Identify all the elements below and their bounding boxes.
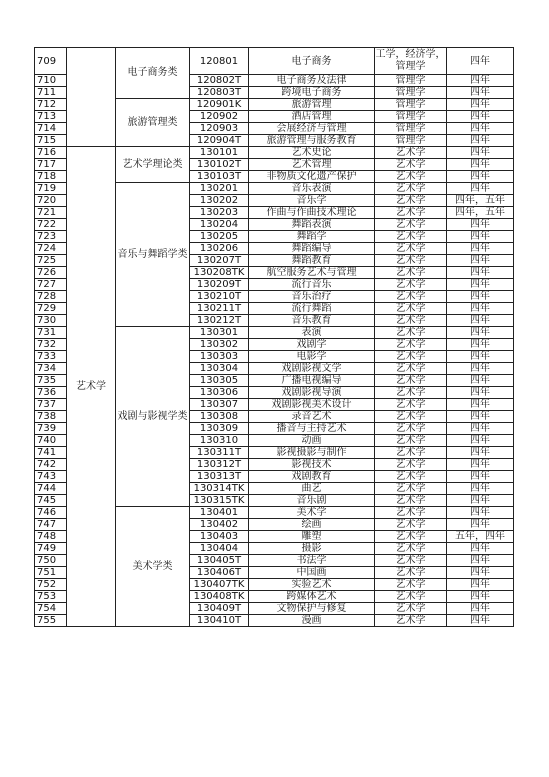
degree-type: 艺术学	[375, 279, 447, 291]
row-number: 716	[35, 147, 67, 159]
degree-type: 艺术学	[375, 543, 447, 555]
study-years: 四年	[447, 519, 514, 531]
major-code: 130102T	[190, 159, 249, 171]
degree-type: 艺术学	[375, 315, 447, 327]
degree-type: 艺术学	[375, 567, 447, 579]
row-number: 737	[35, 399, 67, 411]
major-code: 130402	[190, 519, 249, 531]
major-code: 130205	[190, 231, 249, 243]
degree-type: 管理学	[375, 75, 447, 87]
row-number: 710	[35, 75, 67, 87]
degree-type: 艺术学	[375, 507, 447, 519]
major-name: 漫画	[249, 615, 375, 627]
study-years: 四年	[447, 123, 514, 135]
study-years: 四年	[447, 351, 514, 363]
major-code: 130409T	[190, 603, 249, 615]
major-name: 戏剧影视美术设计	[249, 399, 375, 411]
study-years: 四年	[447, 111, 514, 123]
major-name: 录音艺术	[249, 411, 375, 423]
category-cell: 艺术学理论类	[116, 147, 190, 183]
degree-type: 艺术学	[375, 207, 447, 219]
degree-type: 艺术学	[375, 459, 447, 471]
row-number: 725	[35, 255, 67, 267]
study-years: 四年	[447, 591, 514, 603]
study-years: 四年	[447, 447, 514, 459]
major-name: 跨境电子商务	[249, 87, 375, 99]
degree-type: 艺术学	[375, 255, 447, 267]
study-years: 四年	[447, 48, 514, 75]
major-name: 影视技术	[249, 459, 375, 471]
major-name: 广播电视编导	[249, 375, 375, 387]
major-name: 作曲与作曲技术理论	[249, 207, 375, 219]
row-number: 735	[35, 375, 67, 387]
row-number: 709	[35, 48, 67, 75]
study-years: 四年	[447, 555, 514, 567]
row-number: 742	[35, 459, 67, 471]
major-code: 130304	[190, 363, 249, 375]
major-name: 流行音乐	[249, 279, 375, 291]
degree-type: 艺术学	[375, 231, 447, 243]
study-years: 四年	[447, 327, 514, 339]
row-number: 751	[35, 567, 67, 579]
major-code: 130403	[190, 531, 249, 543]
row-number: 741	[35, 447, 67, 459]
degree-type: 艺术学	[375, 351, 447, 363]
row-number: 732	[35, 339, 67, 351]
major-code: 130103T	[190, 171, 249, 183]
row-number: 745	[35, 495, 67, 507]
degree-type: 艺术学	[375, 615, 447, 627]
degree-type: 艺术学	[375, 435, 447, 447]
major-code: 130313T	[190, 471, 249, 483]
major-code: 130209T	[190, 279, 249, 291]
degree-type: 工学，经济学，管理学	[375, 48, 447, 75]
major-name: 电影学	[249, 351, 375, 363]
degree-type: 艺术学	[375, 387, 447, 399]
row-number: 748	[35, 531, 67, 543]
study-years: 四年，五年	[447, 207, 514, 219]
major-name: 动画	[249, 435, 375, 447]
discipline-cell: 艺术学	[67, 147, 116, 627]
major-name: 表演	[249, 327, 375, 339]
row-number: 744	[35, 483, 67, 495]
row-number: 743	[35, 471, 67, 483]
study-years: 四年	[447, 99, 514, 111]
row-number: 746	[35, 507, 67, 519]
major-code: 130410T	[190, 615, 249, 627]
study-years: 四年	[447, 219, 514, 231]
study-years: 四年	[447, 387, 514, 399]
major-code: 120904T	[190, 135, 249, 147]
degree-type: 艺术学	[375, 327, 447, 339]
row-number: 731	[35, 327, 67, 339]
major-code: 130307	[190, 399, 249, 411]
study-years: 四年	[447, 411, 514, 423]
major-code: 130101	[190, 147, 249, 159]
study-years: 四年	[447, 231, 514, 243]
study-years: 四年	[447, 375, 514, 387]
major-name: 雕塑	[249, 531, 375, 543]
degree-type: 艺术学	[375, 447, 447, 459]
major-name: 戏剧影视导演	[249, 387, 375, 399]
major-code: 130302	[190, 339, 249, 351]
row-number: 753	[35, 591, 67, 603]
row-number: 712	[35, 99, 67, 111]
category-cell: 音乐与舞蹈学类	[116, 183, 190, 327]
degree-type: 艺术学	[375, 219, 447, 231]
row-number: 720	[35, 195, 67, 207]
study-years: 四年	[447, 315, 514, 327]
study-years: 四年	[447, 471, 514, 483]
major-code: 130206	[190, 243, 249, 255]
degree-type: 艺术学	[375, 495, 447, 507]
major-code: 130211T	[190, 303, 249, 315]
major-name: 舞蹈教育	[249, 255, 375, 267]
row-number: 754	[35, 603, 67, 615]
major-name: 音乐治疗	[249, 291, 375, 303]
study-years: 四年	[447, 363, 514, 375]
major-code: 130210T	[190, 291, 249, 303]
major-code: 120802T	[190, 75, 249, 87]
major-name: 流行舞蹈	[249, 303, 375, 315]
major-name: 跨媒体艺术	[249, 591, 375, 603]
discipline-cell	[67, 48, 116, 147]
major-code: 130407TK	[190, 579, 249, 591]
degree-type: 管理学	[375, 87, 447, 99]
major-name: 音乐学	[249, 195, 375, 207]
row-number: 715	[35, 135, 67, 147]
major-name: 摄影	[249, 543, 375, 555]
study-years: 四年	[447, 243, 514, 255]
row-number: 733	[35, 351, 67, 363]
major-name: 戏剧影视文学	[249, 363, 375, 375]
row-number: 711	[35, 87, 67, 99]
major-code: 130208TK	[190, 267, 249, 279]
major-code: 130312T	[190, 459, 249, 471]
major-name: 音乐表演	[249, 183, 375, 195]
major-name: 曲艺	[249, 483, 375, 495]
major-name: 电子商务	[249, 48, 375, 75]
major-name: 舞蹈编导	[249, 243, 375, 255]
row-number: 714	[35, 123, 67, 135]
major-name: 中国画	[249, 567, 375, 579]
table-row	[35, 48, 514, 75]
degree-type: 艺术学	[375, 363, 447, 375]
degree-type: 艺术学	[375, 243, 447, 255]
study-years: 四年	[447, 75, 514, 87]
major-catalog-table	[34, 47, 514, 627]
major-name: 实验艺术	[249, 579, 375, 591]
major-name: 文物保护与修复	[249, 603, 375, 615]
major-name: 舞蹈表演	[249, 219, 375, 231]
major-code: 130310	[190, 435, 249, 447]
degree-type: 艺术学	[375, 531, 447, 543]
major-code: 120902	[190, 111, 249, 123]
major-name: 美术学	[249, 507, 375, 519]
degree-type: 艺术学	[375, 303, 447, 315]
major-name: 艺术史论	[249, 147, 375, 159]
row-number: 722	[35, 219, 67, 231]
major-name: 旅游管理与服务教育	[249, 135, 375, 147]
major-name: 播音与主持艺术	[249, 423, 375, 435]
category-cell: 电子商务类	[116, 48, 190, 99]
degree-type: 管理学	[375, 111, 447, 123]
major-name: 航空服务艺术与管理	[249, 267, 375, 279]
major-name: 音乐剧	[249, 495, 375, 507]
study-years: 四年	[447, 459, 514, 471]
degree-type: 艺术学	[375, 471, 447, 483]
row-number: 749	[35, 543, 67, 555]
row-number: 750	[35, 555, 67, 567]
study-years: 四年	[447, 183, 514, 195]
row-number: 730	[35, 315, 67, 327]
study-years: 四年	[447, 435, 514, 447]
row-number: 736	[35, 387, 67, 399]
study-years: 四年	[447, 147, 514, 159]
degree-type: 艺术学	[375, 411, 447, 423]
study-years: 四年	[447, 423, 514, 435]
major-name: 旅游管理	[249, 99, 375, 111]
major-code: 120801	[190, 48, 249, 75]
major-code: 130401	[190, 507, 249, 519]
category-cell: 戏剧与影视学类	[116, 327, 190, 507]
row-number: 721	[35, 207, 67, 219]
major-name: 电子商务及法律	[249, 75, 375, 87]
study-years: 四年	[447, 507, 514, 519]
major-code: 130315TK	[190, 495, 249, 507]
study-years: 四年，五年	[447, 195, 514, 207]
row-number: 717	[35, 159, 67, 171]
degree-type: 艺术学	[375, 399, 447, 411]
row-number: 740	[35, 435, 67, 447]
table-row	[35, 147, 514, 159]
study-years: 四年	[447, 255, 514, 267]
row-number: 734	[35, 363, 67, 375]
major-name: 戏剧学	[249, 339, 375, 351]
major-name: 非物质文化遗产保护	[249, 171, 375, 183]
study-years: 四年	[447, 267, 514, 279]
row-number: 718	[35, 171, 67, 183]
major-code: 130203	[190, 207, 249, 219]
major-code: 130303	[190, 351, 249, 363]
row-number: 738	[35, 411, 67, 423]
row-number: 724	[35, 243, 67, 255]
row-number: 727	[35, 279, 67, 291]
category-cell: 旅游管理类	[116, 99, 190, 147]
degree-type: 管理学	[375, 99, 447, 111]
degree-type: 艺术学	[375, 159, 447, 171]
major-code: 130404	[190, 543, 249, 555]
degree-type: 艺术学	[375, 291, 447, 303]
major-name: 音乐教育	[249, 315, 375, 327]
row-number: 726	[35, 267, 67, 279]
degree-type: 艺术学	[375, 555, 447, 567]
row-number: 752	[35, 579, 67, 591]
major-name: 会展经济与管理	[249, 123, 375, 135]
study-years: 四年	[447, 495, 514, 507]
row-number: 747	[35, 519, 67, 531]
degree-type: 艺术学	[375, 267, 447, 279]
major-code: 120903	[190, 123, 249, 135]
study-years: 四年	[447, 603, 514, 615]
major-code: 130306	[190, 387, 249, 399]
study-years: 四年	[447, 567, 514, 579]
degree-type: 艺术学	[375, 375, 447, 387]
row-number: 713	[35, 111, 67, 123]
study-years: 四年	[447, 291, 514, 303]
major-code: 130405T	[190, 555, 249, 567]
study-years: 四年	[447, 279, 514, 291]
degree-type: 艺术学	[375, 339, 447, 351]
degree-type: 艺术学	[375, 147, 447, 159]
study-years: 四年	[447, 339, 514, 351]
study-years: 四年	[447, 171, 514, 183]
study-years: 四年	[447, 135, 514, 147]
major-code: 130406T	[190, 567, 249, 579]
major-code: 120901K	[190, 99, 249, 111]
row-number: 719	[35, 183, 67, 195]
major-code: 130212T	[190, 315, 249, 327]
degree-type: 管理学	[375, 123, 447, 135]
study-years: 四年	[447, 579, 514, 591]
row-number: 739	[35, 423, 67, 435]
row-number: 729	[35, 303, 67, 315]
major-code: 130207T	[190, 255, 249, 267]
table-body	[35, 48, 514, 627]
major-name: 书法学	[249, 555, 375, 567]
study-years: 四年	[447, 615, 514, 627]
major-code: 130202	[190, 195, 249, 207]
study-years: 四年	[447, 87, 514, 99]
major-name: 绘画	[249, 519, 375, 531]
degree-type: 艺术学	[375, 519, 447, 531]
study-years: 四年	[447, 483, 514, 495]
degree-type: 艺术学	[375, 591, 447, 603]
major-name: 影视摄影与制作	[249, 447, 375, 459]
major-name: 戏剧教育	[249, 471, 375, 483]
row-number: 755	[35, 615, 67, 627]
degree-type: 艺术学	[375, 483, 447, 495]
major-name: 舞蹈学	[249, 231, 375, 243]
row-number: 728	[35, 291, 67, 303]
major-name: 酒店管理	[249, 111, 375, 123]
major-name: 艺术管理	[249, 159, 375, 171]
major-code: 130309	[190, 423, 249, 435]
row-number: 723	[35, 231, 67, 243]
category-cell: 美术学类	[116, 507, 190, 627]
degree-type: 艺术学	[375, 171, 447, 183]
degree-type: 艺术学	[375, 579, 447, 591]
degree-type: 艺术学	[375, 423, 447, 435]
major-code: 130314TK	[190, 483, 249, 495]
major-code: 130305	[190, 375, 249, 387]
degree-type: 艺术学	[375, 195, 447, 207]
major-code: 130301	[190, 327, 249, 339]
study-years: 四年	[447, 159, 514, 171]
degree-type: 艺术学	[375, 603, 447, 615]
major-code: 120803T	[190, 87, 249, 99]
study-years: 五年，四年	[447, 531, 514, 543]
study-years: 四年	[447, 303, 514, 315]
major-code: 130308	[190, 411, 249, 423]
major-code: 130201	[190, 183, 249, 195]
major-code: 130311T	[190, 447, 249, 459]
major-code: 130204	[190, 219, 249, 231]
degree-type: 艺术学	[375, 183, 447, 195]
study-years: 四年	[447, 543, 514, 555]
degree-type: 管理学	[375, 135, 447, 147]
major-code: 130408TK	[190, 591, 249, 603]
study-years: 四年	[447, 399, 514, 411]
